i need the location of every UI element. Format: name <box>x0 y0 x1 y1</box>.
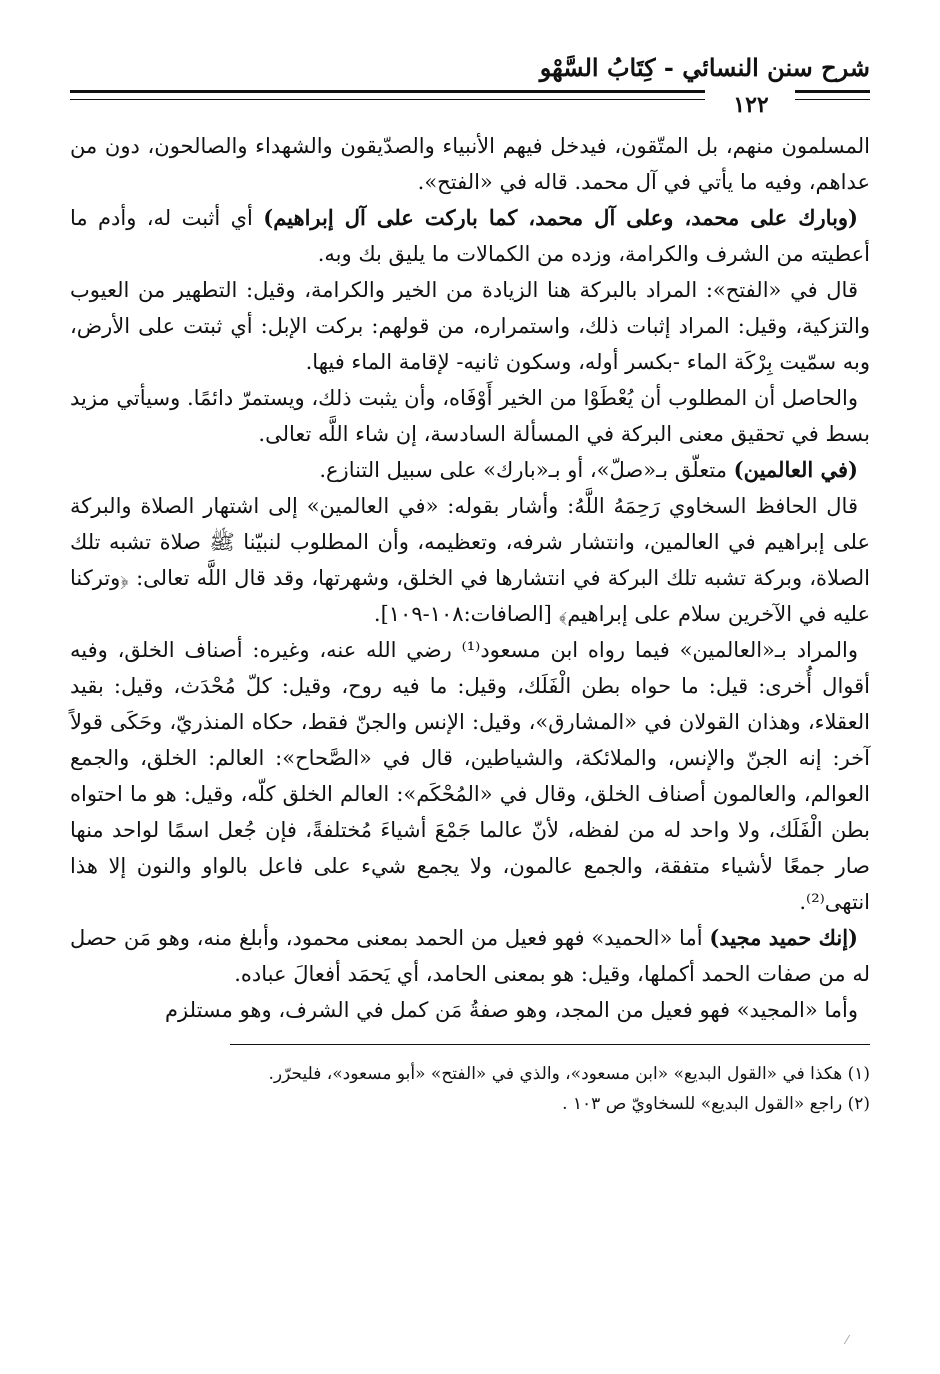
paragraph-2 <box>70 200 870 272</box>
paragraph-4-text: والحاصل أن المطلوب أن يُعْطَوْا من الخير أَوْفَاه، وأن يثبت ذلك، ويستمرّ دائمًا. وسيأتي مزيد بسط في تحقيق معنى البركة في المسألة السادسة، إن شاء اللَّه تعالى. <box>70 386 870 446</box>
running-head-title: شرح سنن النسائي - كِتَابُ السَّهْو <box>539 53 870 82</box>
paragraph-9-text: وأما «المجيد» فهو فعيل من المجد، وهو صفةُ مَن كمل في الشرف، وهو مستلزم <box>165 998 858 1022</box>
scan-mark: ⁄ <box>846 1333 849 1347</box>
footnote-1: (١) هكذا في «القول البديع» «ابن مسعود»، والذي في «الفتح» «أبو مسعود»، فليحرّر. <box>268 1064 870 1084</box>
paragraph-1-text: المسلمون منهم، بل المتّقون، فيدخل فيهم الأنبياء والصدّيقون والشهداء والصالحون، دون من عداهم، وفيه ما يأتي في آل محمد. قاله في «الفتح». <box>70 134 870 194</box>
footnote-2: (٢) راجع «القول البديع» للسخاويّ ص ١٠٣ . <box>562 1094 870 1114</box>
paragraph-6-text: قال الحافظ السخاوي رَحِمَهُ اللَّهُ: وأشار بقوله: «في العالمين» إلى اشتهار الصلاة والبركة على إبراهيم في العالمين، وانتشار شرفه، وتعظيمه، وأن المطلوب لنبيّنا ﷺ صلاة تشبه تلك الصلاة، وبركة تشبه تلك البركة في انتشارها في الخلق، وشهرتها، وقد قال اللَّه تعالى: ﴿وتركنا عليه في الآخرين سلام على إبراهيم﴾ [الصافات:١٠٨-١٠٩]. <box>70 494 870 626</box>
paragraph-5-lemma: (في العالمين) <box>733 457 858 482</box>
paragraph-5 <box>70 452 870 488</box>
paragraph-4 <box>70 380 870 452</box>
paragraph-1 <box>70 128 870 200</box>
paragraph-7 <box>70 632 870 920</box>
paragraph-8-lemma: (إنك حميد مجيد) <box>709 925 858 950</box>
header-rule <box>70 86 870 128</box>
footnote-separator <box>230 1044 870 1045</box>
paragraph-8-text: أما «الحميد» فهو فعيل من الحمد بمعنى محمود، وأبلغ منه، وهو مَن حصل له من صفات الحمد أكملها، وقيل: هو بمعنى الحامد، أي يَحمَد أفعالَ عباده. <box>70 926 870 986</box>
paragraph-2-lemma: (وبارك على محمد، وعلى آل محمد، كما باركت على آل إبراهيم) <box>263 205 858 230</box>
header-rule-right <box>795 90 870 100</box>
paragraph-6 <box>70 488 870 632</box>
book-page <box>70 50 870 1119</box>
paragraph-3-text: قال في «الفتح»: المراد بالبركة هنا الزيادة من الخير والكرامة، وقيل: التطهير من العيوب والتزكية، وقيل: المراد إثبات ذلك، واستمراره، من قولهم: بركت الإبل: أي ثبتت على الأرض، وبه سمّيت بِرْكَة الماء -بكسر أوله، وسكون ثانيه- لإقامة الماء فيها. <box>70 278 870 374</box>
main-text <box>70 128 870 1028</box>
paragraph-7-text: والمراد بـ«العالمين» فيما رواه ابن مسعود⁽¹⁾ رضي الله عنه، وغيره: أصناف الخلق، وفيه أقوال أُخرى: قيل: ما حواه بطن الْفَلَك، وقيل: ما فيه روح، وقيل: كلّ مُحْدَث، وقيل: بقيد العقلاء، وهذان القولان في «المشارق»، وقيل: الإنس والجنّ فقط، حكاه المنذريّ، وحَكَى قولاً آخر: إنه الجنّ والإنس، والملائكة، والشياطين، قال في «الصَّحاح»: العالم: الخلق، والجمع العوالم، والعالمون أصناف الخلق، وقال في «المُحْكَم»: العالم الخلق كلّه، وقيل: هو ما احتواه بطن الْفَلَك، ولا واحد له من لفظه، لأنّ عالما جَمْعَ أشياءَ مُختلفةً، فإن جُعل اسمًا لواحد منها صار جمعًا لأشياء متفقة، والجمع عالمون، ولا يجمع شيء على فاعل بالواو والنون إلا هذا انتهى⁽²⁾. <box>70 638 870 914</box>
paragraph-8 <box>70 920 870 992</box>
paragraph-9 <box>70 992 870 1028</box>
footnotes <box>70 1059 870 1119</box>
paragraph-5-text: متعلّق بـ«صلّ»، أو بـ«بارك» على سبيل التنازع. <box>319 458 734 482</box>
page-number: ١٢٢ <box>733 92 769 118</box>
header-rule-left <box>70 90 705 100</box>
paragraph-2-text: أي أثبت له، وأدم ما أعطيته من الشرف والكرامة، وزده من الكمالات ما يليق بك وبه. <box>70 206 870 266</box>
paragraph-3 <box>70 272 870 380</box>
